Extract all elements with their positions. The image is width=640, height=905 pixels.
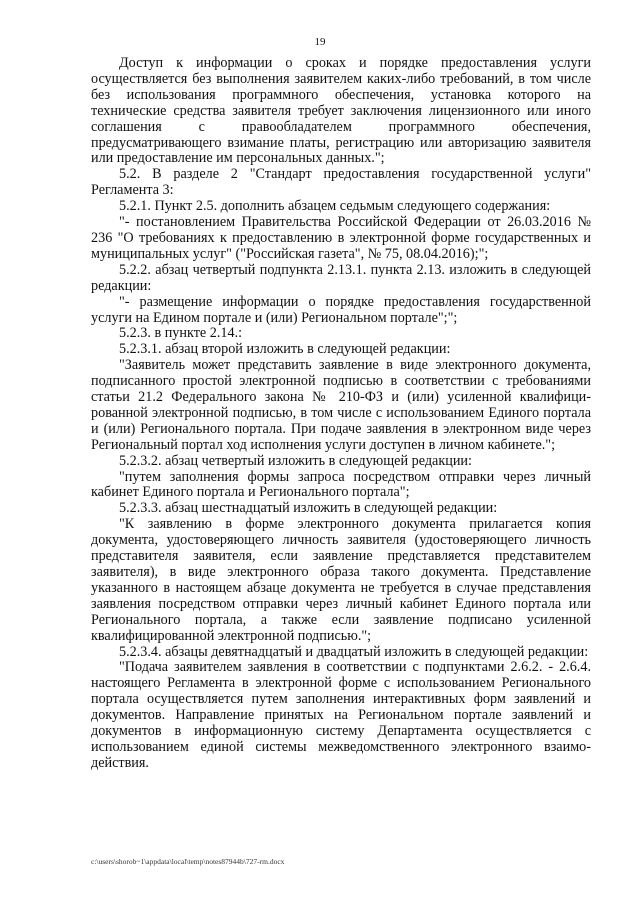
paragraph: "- размещение информации о порядке предоставления государственной услуги на Едином портале и (или) Региональном портале";";: [91, 293, 591, 326]
paragraph: 5.2.1. Пункт 2.5. дополнить абзацем седьмым следующего содержания:: [119, 198, 551, 215]
page-number: 19: [314, 36, 326, 48]
paragraph: "Подача заявителем заявления в соответствии с подпунктами 2.6.2. - 2.6.4. настоящего Регламента в электронной форме с использованием Регионального портала осуществляется путем заполнения интерактивных форм заявлений и документов. Направление принятых на Региональном портале заявлений и документов в информационную систему Департамента осуществляется с использованием единой системы межведомственного электронного взаимо-действия.: [91, 659, 591, 771]
footer-file-path: c:\users\shorob~1\appdata\local\temp\notes87944b\727-rm.docx: [91, 857, 285, 866]
paragraph: 5.2.3. в пункте 2.14.:: [119, 325, 243, 342]
paragraph: 5.2. В разделе 2 "Стандарт предоставления государственной услуги" Регламента 3:: [91, 166, 591, 199]
paragraph: "Заявитель может представить заявление в виде электронного документа, подписанного простой электронной подписью в соответствии с требованиями статьи 21.2 Федерального закона № 210-ФЗ и (или) усиленной квалифици-рованной электронной подписью, в том числе с использованием Единого портала и (или) Регионального портала. При подаче заявления в электронном виде через Региональный портал ход исполнения услуги доступен в личном кабинете.";: [91, 357, 591, 453]
paragraph: "- постановлением Правительства Российской Федерации от 26.03.2016 № 236 "О требованиях к предоставлению в электронной форме государственных и муниципальных услуг" ("Российская газета", № 75, 08.04.2016);";: [91, 214, 591, 262]
paragraph: Доступ к информации о сроках и порядке предоставления услуги осуществляется без выполнения заявителем каких-либо требований, в том числе без использования программного обеспечения, установка которого на технические средства заявителя требует заключения лицензионного или иного соглашения с правообладателем программного обеспечения, предусматривающего взимание платы, регистрацию или авторизацию заявителя или предоставление им персональных данных.";: [91, 55, 591, 167]
document-body: [91, 56, 591, 772]
paragraph: 5.2.3.1. абзац второй изложить в следующей редакции:: [119, 341, 451, 358]
paragraph: "К заявлению в форме электронного документа прилагается копия документа, удостоверяющего личность заявителя (удостоверяющего личность представителя заявителя, если заявление представляется представителем заявителя), в виде электронного образа такого документа. Представление указанного в настоящем абзаце документа не требуется в случае представления заявления посредством отправки через личный кабинет Единого портала или Регионального портала, а также если заявление подписано усиленной квалифицированной электронной подписью.";: [91, 516, 591, 644]
paragraph: 5.2.2. абзац четвертый подпункта 2.13.1. пункта 2.13. изложить в следующей редакции:: [91, 261, 591, 294]
paragraph: 5.2.3.4. абзацы девятнадцатый и двадцатый изложить в следующей редакции:: [119, 643, 589, 660]
paragraph: 5.2.3.3. абзац шестнадцатый изложить в следующей редакции:: [119, 500, 498, 517]
paragraph: 5.2.3.2. абзац четвертый изложить в следующей редакции:: [119, 452, 472, 469]
paragraph: "путем заполнения формы запроса посредством отправки через личный кабинет Единого портала и Регионального портала";: [91, 468, 591, 501]
